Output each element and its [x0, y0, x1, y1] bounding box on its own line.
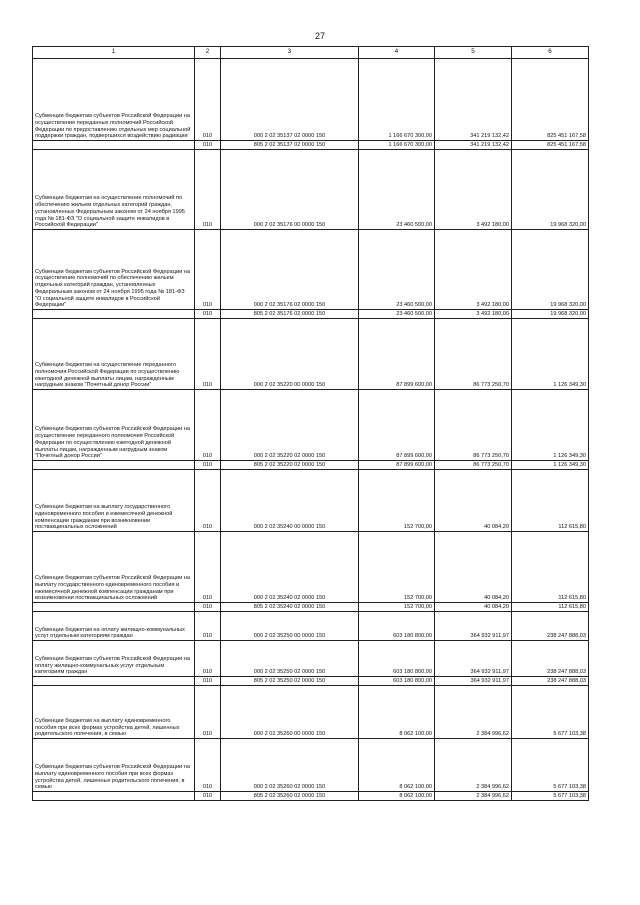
income-name-cell: Субвенции бюджетам субъектов Российской Федерации на осуществление переданного полномочия Российской Федерации по осуществлению ежегодной денежной выплаты лицам, награжденным нагрудным знаком "Почетный донор России"	[33, 390, 195, 461]
budget-class-code-cell: 805 2 02 35220 02 0000 150	[221, 461, 359, 470]
approved-amount-cell: 8 062 100,00	[359, 792, 435, 801]
budget-class-code-cell: 000 2 02 35176 00 0000 150	[221, 150, 359, 230]
executed-amount-cell: 40 084,20	[435, 603, 512, 612]
unexecuted-amount-cell: 238 247 888,03	[512, 612, 589, 641]
table-row	[33, 641, 589, 677]
budget-class-code-cell: 000 2 02 35260 00 0000 150	[221, 686, 359, 739]
admin-code-cell: 010	[195, 641, 221, 677]
table-row	[33, 532, 589, 603]
page-number: 27	[314, 31, 325, 41]
approved-amount-cell: 603 180 800,00	[359, 612, 435, 641]
unexecuted-amount-cell: 112 615,80	[512, 603, 589, 612]
executed-amount-cell: 364 932 911,97	[435, 641, 512, 677]
budget-class-code-cell: 000 2 02 35240 00 0000 150	[221, 470, 359, 532]
approved-amount-cell: 8 062 100,00	[359, 739, 435, 792]
table-row	[33, 739, 589, 792]
income-name-cell: Субвенции бюджетам на оплату жилищно-коммунальных услуг отдельным категориям граждан	[33, 612, 195, 641]
income-name-cell: Субвенции бюджетам субъектов Российской Федерации на осуществление полномочий по обеспечению жильем отдельных категорий граждан, установленных Федеральным законом от 24 ноября 1995 года № 181-ФЗ "О социальной защите инвалидов в Российской Федерации"	[33, 230, 195, 310]
budget-class-code-cell: 000 2 02 35220 00 0000 150	[221, 319, 359, 390]
column-header: 6	[512, 47, 589, 59]
income-name-cell	[33, 792, 195, 801]
approved-amount-cell: 152 700,00	[359, 532, 435, 603]
budget-class-code-cell: 000 2 02 35260 02 0000 150	[221, 739, 359, 792]
column-header: 5	[435, 47, 512, 59]
table-row	[33, 230, 589, 310]
unexecuted-amount-cell: 112 615,80	[512, 470, 589, 532]
budget-class-code-cell: 805 2 02 35240 02 0000 150	[221, 603, 359, 612]
executed-amount-cell: 3 492 180,00	[435, 310, 512, 319]
income-name-cell: Субвенции бюджетам на выплату единовременного пособия при всех формах устройства детей, лишенных родительского попечения, в семью	[33, 686, 195, 739]
budget-class-code-cell: 000 2 02 35137 02 0000 150	[221, 59, 359, 141]
admin-code-cell: 010	[195, 390, 221, 461]
table-row	[33, 603, 589, 612]
income-name-cell: Субвенции бюджетам субъектов Российской Федерации на осуществление переданных полномочий Российской Федерации по предоставлению отдельных мер социальной поддержки граждан, подвергшихся воздействию радиации	[33, 59, 195, 141]
income-name-cell: Субвенции бюджетам субъектов Российской Федерации на выплату единовременного пособия при всех формах устройства детей, лишенных родительского попечения, в семью	[33, 739, 195, 792]
executed-amount-cell: 86 773 250,70	[435, 319, 512, 390]
executed-amount-cell: 341 219 132,42	[435, 141, 512, 150]
table-row	[33, 612, 589, 641]
unexecuted-amount-cell: 825 451 167,58	[512, 141, 589, 150]
executed-amount-cell: 2 384 996,62	[435, 686, 512, 739]
column-header: 3	[221, 47, 359, 59]
approved-amount-cell: 23 460 500,00	[359, 310, 435, 319]
admin-code-cell: 010	[195, 59, 221, 141]
income-name-cell	[33, 141, 195, 150]
executed-amount-cell: 2 384 996,62	[435, 792, 512, 801]
table-row	[33, 390, 589, 461]
income-name-cell	[33, 310, 195, 319]
admin-code-cell: 010	[195, 150, 221, 230]
budget-class-code-cell: 805 2 02 35137 02 0000 150	[221, 141, 359, 150]
column-header: 4	[359, 47, 435, 59]
executed-amount-cell: 3 492 180,00	[435, 230, 512, 310]
budget-class-code-cell: 805 2 02 35250 02 0000 150	[221, 677, 359, 686]
column-header: 1	[33, 47, 195, 59]
approved-amount-cell: 603 180 800,00	[359, 641, 435, 677]
unexecuted-amount-cell: 238 247 888,03	[512, 641, 589, 677]
approved-amount-cell: 87 899 600,00	[359, 461, 435, 470]
admin-code-cell: 010	[195, 230, 221, 310]
executed-amount-cell: 86 773 250,70	[435, 461, 512, 470]
budget-class-code-cell: 000 2 02 35220 02 0000 150	[221, 390, 359, 461]
admin-code-cell: 010	[195, 310, 221, 319]
header-row	[33, 47, 589, 59]
budget-class-code-cell: 000 2 02 35240 02 0000 150	[221, 532, 359, 603]
approved-amount-cell: 87 899 600,00	[359, 390, 435, 461]
income-name-cell: Субвенции бюджетам на выплату государственного единовременного пособия и ежемесячной денежной компенсации гражданам при возникновении поствакцинальных осложнений	[33, 470, 195, 532]
admin-code-cell: 010	[195, 141, 221, 150]
approved-amount-cell: 8 062 100,00	[359, 686, 435, 739]
unexecuted-amount-cell: 19 968 320,00	[512, 310, 589, 319]
table-row	[33, 310, 589, 319]
table-row	[33, 319, 589, 390]
approved-amount-cell: 23 460 500,00	[359, 230, 435, 310]
executed-amount-cell: 86 773 250,70	[435, 390, 512, 461]
income-name-cell: Субвенции бюджетам на осуществление переданного полномочия Российской Федерации по осуществлению ежегодной денежной выплаты лицам, награжденным нагрудным знаком "Почетный донор России"	[33, 319, 195, 390]
executed-amount-cell: 40 084,20	[435, 532, 512, 603]
admin-code-cell: 010	[195, 739, 221, 792]
table-row	[33, 470, 589, 532]
unexecuted-amount-cell: 19 968 320,00	[512, 150, 589, 230]
admin-code-cell: 010	[195, 461, 221, 470]
table-row	[33, 792, 589, 801]
income-name-cell	[33, 677, 195, 686]
approved-amount-cell: 23 460 500,00	[359, 150, 435, 230]
admin-code-cell: 010	[195, 603, 221, 612]
column-header: 2	[195, 47, 221, 59]
executed-amount-cell: 2 384 996,62	[435, 739, 512, 792]
admin-code-cell: 010	[195, 686, 221, 739]
unexecuted-amount-cell: 19 968 320,00	[512, 230, 589, 310]
admin-code-cell: 010	[195, 677, 221, 686]
approved-amount-cell: 1 166 670 300,00	[359, 141, 435, 150]
admin-code-cell: 010	[195, 612, 221, 641]
executed-amount-cell: 364 932 911,97	[435, 677, 512, 686]
executed-amount-cell: 3 492 180,00	[435, 150, 512, 230]
table-row	[33, 686, 589, 739]
executed-amount-cell: 341 219 132,42	[435, 59, 512, 141]
admin-code-cell: 010	[195, 470, 221, 532]
unexecuted-amount-cell: 5 677 103,38	[512, 739, 589, 792]
admin-code-cell: 010	[195, 319, 221, 390]
unexecuted-amount-cell: 5 677 103,38	[512, 686, 589, 739]
budget-class-code-cell: 000 2 02 35250 00 0000 150	[221, 612, 359, 641]
budget-class-code-cell: 000 2 02 35176 02 0000 150	[221, 230, 359, 310]
unexecuted-amount-cell: 1 126 349,30	[512, 319, 589, 390]
admin-code-cell: 010	[195, 792, 221, 801]
unexecuted-amount-cell: 1 126 349,30	[512, 390, 589, 461]
executed-amount-cell: 364 932 911,97	[435, 612, 512, 641]
budget-table	[32, 46, 589, 801]
income-name-cell	[33, 603, 195, 612]
unexecuted-amount-cell: 1 126 349,30	[512, 461, 589, 470]
table-row	[33, 461, 589, 470]
approved-amount-cell: 152 700,00	[359, 603, 435, 612]
budget-class-code-cell: 805 2 02 35260 02 0000 150	[221, 792, 359, 801]
income-name-cell: Субвенции бюджетам субъектов Российской Федерации на оплату жилищно-коммунальных услуг отдельным категориям граждан	[33, 641, 195, 677]
unexecuted-amount-cell: 112 615,80	[512, 532, 589, 603]
approved-amount-cell: 1 166 670 300,00	[359, 59, 435, 141]
budget-class-code-cell: 805 2 02 35176 02 0000 150	[221, 310, 359, 319]
unexecuted-amount-cell: 5 677 103,38	[512, 792, 589, 801]
income-name-cell: Субвенции бюджетам субъектов Российской Федерации на выплату государственного единовременного пособия и ежемесячной денежной компенсации гражданам при возникновении поствакцинальных осложнений	[33, 532, 195, 603]
unexecuted-amount-cell: 825 451 167,58	[512, 59, 589, 141]
income-name-cell: Субвенции бюджетам на осуществление полномочий по обеспечению жильем отдельных категорий граждан, установленных Федеральным законом от 24 ноября 1995 года № 181-ФЗ "О социальной защите инвалидов в Российской Федерации"	[33, 150, 195, 230]
table-row	[33, 141, 589, 150]
income-name-cell	[33, 461, 195, 470]
approved-amount-cell: 603 180 800,00	[359, 677, 435, 686]
table-row	[33, 150, 589, 230]
approved-amount-cell: 87 899 600,00	[359, 319, 435, 390]
admin-code-cell: 010	[195, 532, 221, 603]
unexecuted-amount-cell: 238 247 888,03	[512, 677, 589, 686]
approved-amount-cell: 152 700,00	[359, 470, 435, 532]
table-row	[33, 677, 589, 686]
budget-class-code-cell: 000 2 02 35250 02 0000 150	[221, 641, 359, 677]
table-row	[33, 59, 589, 141]
executed-amount-cell: 40 084,20	[435, 470, 512, 532]
